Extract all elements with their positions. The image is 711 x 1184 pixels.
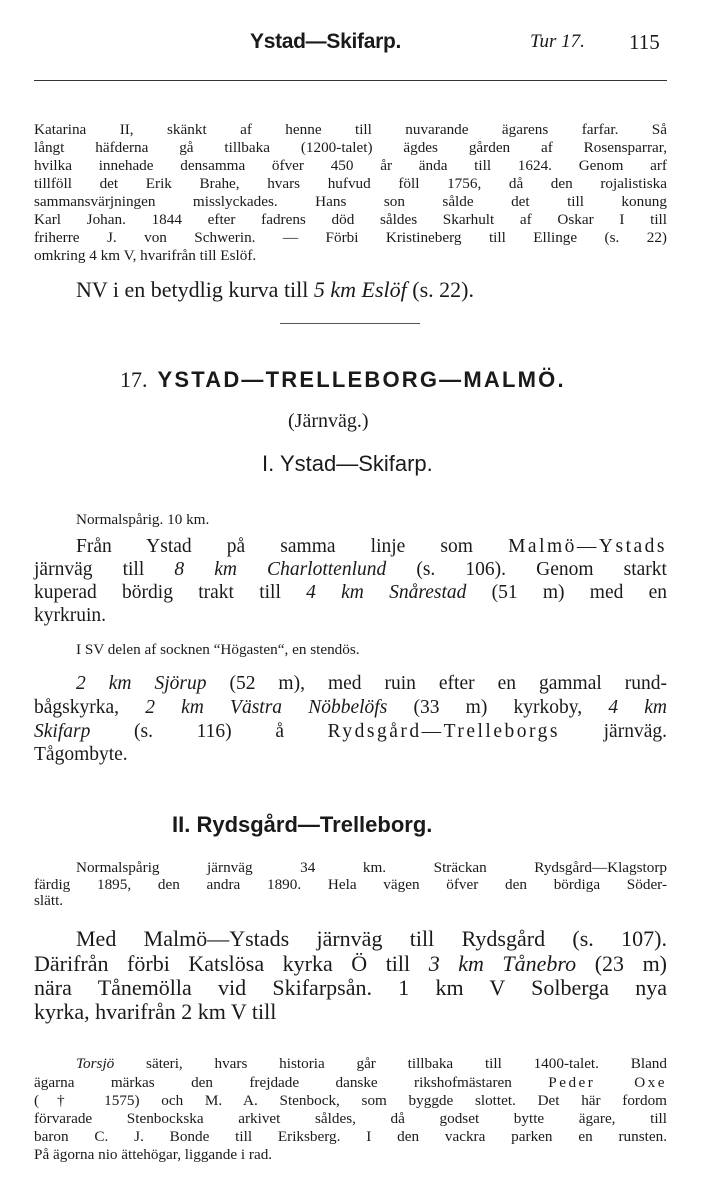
text-run: sammansvärjningen misslyckades. Hans son sålde det till konung — [34, 193, 667, 210]
text-run: nära Tånemölla vid Skifarpsån. 1 km V Solberga nya — [34, 975, 667, 1000]
running-header-title: Ystad—Skifarp. — [250, 30, 402, 53]
text-line — [34, 559, 667, 581]
text-run: Tågombyte. — [34, 744, 128, 765]
italic-place-name: 2 km Västra Nöbbelöfs — [145, 697, 388, 718]
text-run: (33 m) kyrkoby, — [387, 697, 609, 718]
text-run: Normalspårig. 10 km. — [76, 511, 210, 528]
italic-place-name: 4 km Snårestad — [306, 582, 467, 603]
text-run: friherre J. von Schwerin. — Förbi Kristineberg till Ellinge (s. 22) — [34, 229, 667, 246]
text-run: På ägorna nio ättehögar, liggande i rad. — [34, 1146, 273, 1163]
text-line — [34, 951, 667, 977]
spaced-text: Malmö—Ystads — [508, 536, 667, 557]
text-line — [34, 1146, 667, 1164]
text-line — [34, 211, 667, 229]
text-run: NV i en betydlig kurva till — [76, 277, 314, 302]
italic-place-name: 3 km Tånebro — [428, 951, 577, 976]
text-line — [76, 673, 667, 695]
italic-place-name: 5 km Eslöf — [313, 277, 407, 302]
text-run: tillföll det Erik Brahe, hvars hufvud föll 1756, då den rojalistiska — [34, 175, 667, 192]
text-line — [34, 193, 667, 211]
text-run: kuperad bördig trakt till — [34, 582, 307, 603]
text-line — [34, 1092, 667, 1110]
text-run: Från Ystad på samma linje som — [76, 536, 509, 557]
italic-place-name: Skifarp — [34, 721, 91, 742]
text-run: järnväg. — [559, 721, 667, 742]
text-run: (s. 106). Genom starkt — [386, 559, 667, 580]
text-run: kyrkruin. — [34, 605, 107, 626]
text-run: färdig 1895, den andra 1890. Hela vägen öfver den bördiga Söder- — [34, 876, 667, 893]
text-line — [34, 1128, 667, 1146]
section-1-title: I. Ystad—Skifarp. — [262, 451, 433, 476]
text-run: (s. 22). — [406, 277, 475, 302]
page-number: 115 — [629, 30, 660, 54]
text-run: ägarna märkas den frejdade danske rikshofmästaren — [34, 1074, 549, 1091]
route-heading — [120, 367, 566, 393]
text-run: kyrka, hvarifrån 2 km V till — [34, 999, 277, 1024]
spaced-text: Rydsgård—Trelleborgs — [327, 721, 560, 742]
text-run: säteri, hvars historia går tillbaka till 1400-talet. Bland — [114, 1055, 667, 1072]
tour-number: Tur 17. — [530, 31, 585, 52]
text-line — [34, 975, 667, 1001]
header-rule — [34, 80, 667, 81]
text-line — [34, 697, 667, 719]
text-line — [34, 1074, 667, 1092]
section-divider — [280, 323, 420, 324]
text-run: (s. 116) å — [90, 721, 328, 742]
text-line — [76, 859, 667, 877]
text-run: baron C. J. Bonde till Eriksberg. I den vackra parken en runsten. — [34, 1128, 667, 1145]
text-run: hvilka innehade densamma öfver 450 år ända till 1624. Genom arf — [34, 157, 667, 174]
text-line — [34, 999, 667, 1025]
text-line — [34, 605, 667, 627]
route-subtitle: (Järnväg.) — [288, 410, 369, 432]
text-line — [76, 926, 667, 952]
text-line — [34, 1110, 667, 1128]
text-run: slätt. — [34, 892, 64, 909]
text-line — [76, 536, 667, 558]
text-run: omkring 4 km V, hvarifrån till Eslöf. — [34, 247, 257, 264]
italic-place-name: 2 km Sjörup — [76, 673, 207, 694]
text-line — [76, 1055, 667, 1073]
section-2-title: II. Rydsgård—Trelleborg. — [172, 812, 433, 837]
text-line — [76, 277, 667, 303]
text-run: Karl Johan. 1844 efter fadrens död såldes Skarhult af Oskar I till — [34, 211, 667, 228]
italic-place-name: Torsjö — [76, 1055, 115, 1072]
text-run: Normalspårig järnväg 34 km. Sträckan Rydsgård—Klagstorp — [76, 859, 667, 876]
text-line — [34, 175, 667, 193]
route-number: 17. — [120, 367, 148, 392]
text-run: långt häfderna gå tillbaka (1200-talet) ägdes gården af Rosensparrar, — [34, 139, 667, 156]
text-line — [34, 721, 667, 743]
text-run: Katarina II, skänkt af henne till nuvarande ägarens farfar. Så — [34, 121, 667, 138]
text-run: Med Malmö—Ystads järnväg till Rydsgård (s. 107). — [76, 926, 667, 951]
text-run: förvarade Stenbockska arkivet såldes, då godset bytte ägare, till — [34, 1110, 667, 1127]
text-line — [34, 139, 667, 157]
text-line — [34, 121, 667, 139]
text-run: järnväg till — [34, 559, 175, 580]
italic-place-name: 8 km Charlottenlund — [174, 559, 387, 580]
text-line — [76, 641, 667, 659]
text-line — [34, 892, 667, 910]
italic-place-name: 4 km — [608, 697, 667, 718]
text-line — [34, 744, 667, 766]
text-line — [34, 582, 667, 604]
text-run: (51 m) med en — [466, 582, 667, 603]
route-title: YSTAD—TRELLEBORG—MALMÖ. — [157, 367, 566, 392]
text-line — [34, 247, 667, 265]
text-run: (52 m), med ruin efter en gammal rund- — [206, 673, 668, 694]
text-run: bågskyrka, — [34, 697, 146, 718]
text-run: (23 m) — [576, 951, 668, 976]
text-run: Därifrån förbi Katslösa kyrka Ö till — [34, 951, 429, 976]
spaced-text: Peder Oxe — [548, 1074, 668, 1091]
text-line — [34, 229, 667, 247]
text-line — [34, 157, 667, 175]
text-line — [76, 511, 667, 529]
text-run: I SV delen af socknen “Högasten“, en stendös. — [76, 641, 360, 658]
text-run: († 1575) och M. A. Stenbock, som byggde slottet. Det här fordom — [34, 1092, 667, 1109]
